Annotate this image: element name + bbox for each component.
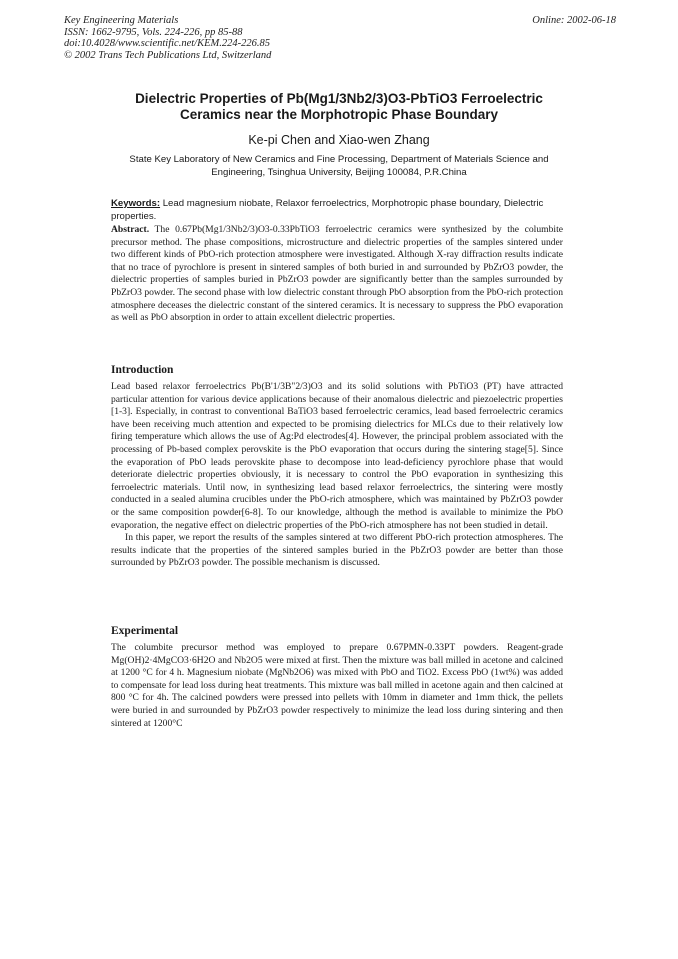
- abstract: [111, 224, 563, 325]
- abstract-label: Abstract.: [111, 224, 150, 235]
- authors: Ke-pi Chen and Xiao-wen Zhang: [248, 133, 430, 147]
- copyright-line: © 2002 Trans Tech Publications Ltd, Switzerland: [64, 49, 272, 61]
- doi-line: doi:10.4028/www.scientific.net/KEM.224-226.85: [64, 38, 270, 49]
- paper-title: [60, 91, 618, 123]
- title-line-2: Ceramics near the Morphotropic Phase Boundary: [179, 107, 499, 122]
- journal-info: [64, 15, 271, 61]
- journal-name: Key Engineering Materials: [64, 15, 179, 26]
- introduction-paragraph-2: In this paper, we report the results of the samples sintered at two different PbO-rich protection atmospheres. The results indicate that the properties of the sintered samples buried in the PbZrO3 powder are better than those surrounded by PbZrO3 powder. The possible mechanism is discussed.: [111, 532, 563, 569]
- title-line-1: Dielectric Properties of Pb(Mg1/3Nb2/3)O3-PbTiO3 Ferroelectric: [135, 91, 543, 106]
- introduction-paragraph-1: Lead based relaxor ferroelectrics Pb(B'1/3B"2/3)O3 and its solid solutions with PbTiO3 (PT) have attracted particular attention for various device applications because of their anomalous dielectric and piezoelectric properties [1-3]. Especially, in contrast to conventional BaTiO3 based ferroelectric ceramics, lead based ferroelectric ceramics have been receiving much attention and expected to be promising dielectrics for MLCs due to their relatively low firing temperature which allows the use of Ag:Pd electrodes[4]. However, the principal problem associated with the processing of Pb-based complex perovskite is the PbO evaporation that occurs during the sintering stage[5]. Since the evaporation of PbO leads perovskite phase to decompose into lead-deficiency pyrochlore phase that would deteriorate dielectric properties obviously, it is necessary to control the PbO evaporation in synthesizing this ferroelectric materials. Until now, in synthesizing lead based relaxor ferroelectrics, the sintering were mostly conducted in a sealed alumina crucibles under the PbO-rich atmosphere, which was maintained by PbZrO3 powder or the same composition powder[6-8]. To our knowledge, although the method is available to minimize the PbO evaporation, the negative effect on dielectric properties of the PbO-rich atmosphere has not been studied in detail.: [111, 381, 563, 531]
- abstract-text: The 0.67Pb(Mg1/3Nb2/3)O3-0.33PbTiO3 ferroelectric ceramics were synthesized by the columbite precursor method. The phase compositions, microstructure and dielectric properties of the samples sintered under two different kinds of PbO-rich protection atmosphere were investigated. Although X-ray diffraction results indicate that no trace of pyrochlore is present in sintered samples of both buried in and surrounded by PbZrO3 powder, the dielectric properties of samples buried in PbZrO3 powder are significantly better than the samples surrounded by PbZrO3 powder. The second phase with low dielectric constant through PbO absorption from the PbO-rich protection atmosphere deceases the dielectric constant of the sintered ceramics. It is necessary to suppress the PbO evaporation as well as PbO absorption in order to attain excellent dielectric properties.: [111, 224, 563, 324]
- introduction-body: [111, 381, 563, 570]
- introduction-heading: Introduction: [111, 364, 174, 376]
- affiliation: [100, 153, 578, 179]
- experimental-heading: Experimental: [111, 625, 179, 637]
- online-date: Online: 2002-06-18: [532, 15, 616, 26]
- keywords: [111, 197, 563, 223]
- keywords-text: Lead magnesium niobate, Relaxor ferroelectrics, Morphotropic phase boundary, Dielectric properties.: [111, 198, 544, 222]
- experimental-body: [111, 642, 563, 730]
- issn-line: ISSN: 1662-9795, Vols. 224-226, pp 85-88: [64, 26, 243, 38]
- experimental-paragraph-1: The columbite precursor method was employed to prepare 0.67PMN-0.33PT powders. Reagent-grade Mg(OH)2·4MgCO3·6H2O and Nb2O5 were mixed at first. Then the mixture was ball milled in acetone and calcined at 1200 °C for 4 h. Magnesium niobate (MgNb2O6) was mixed with PbO and TiO2. Excess PbO (1wt%) was added to compensate for lead loss during heat treatments. This mixture was ball milled in acetone again and then calcined at 800 °C for 4h. The calcined powders were pressed into pellets with 10mm in diameter and 1mm thick, the pellets were buried in and surrounded by PbZrO3 powder respectively to minimize the lead loss during sintering and then sintered at 1200°C: [111, 642, 563, 729]
- affiliation-line-2: Engineering, Tsinghua University, Beijing 100084, P.R.China: [211, 167, 467, 178]
- keywords-label: Keywords:: [111, 198, 161, 209]
- affiliation-line-1: State Key Laboratory of New Ceramics and Fine Processing, Department of Materials Science and: [129, 154, 549, 165]
